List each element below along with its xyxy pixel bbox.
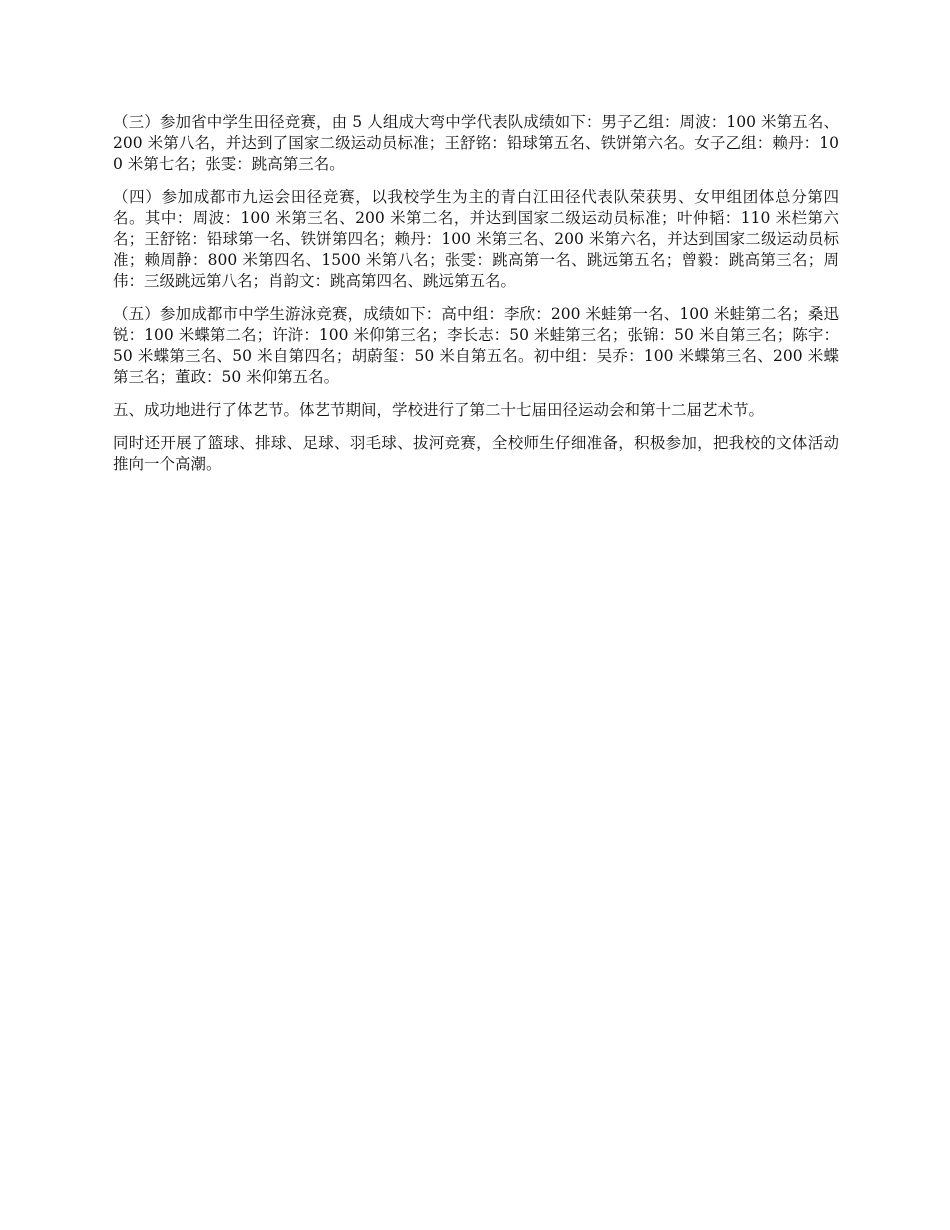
paragraph-city-games-track: （四）参加成都市九运会田径竞赛，以我校学生为主的青白江田径代表队荣获男、女甲组团体总分第四名。其中：周波：100 米第三名、200 米第二名，并达到国家二级运动员标准；叶仲韬：110 米栏第六名；王舒铭：铅球第一名、铁饼第四名；赖丹：100 米第三名、200 米第六名，并达到国家二级运动员标准；赖周静：800 米第四名、1500 米第八名；张雯：跳高第一名、跳远第五名；曾毅：跳高第三名；周伟：三级跳远第八名；肖韵文：跳高第四名、跳远第五名。 [113, 188, 839, 290]
paragraph-arts-festival: 五、成功地进行了体艺节。体艺节期间，学校进行了第二十七届田径运动会和第十二届艺术节。 [113, 401, 765, 419]
document-body [113, 112, 839, 487]
paragraph-provincial-track: （三）参加省中学生田径竞赛，由 5 人组成大弯中学代表队成绩如下：男子乙组：周波：100 米第五名、200 米第八名，并达到了国家二级运动员标准；王舒铭：铅球第五名、铁饼第六名。女子乙组：赖丹：100 米第七名；张雯：跳高第三名。 [113, 113, 839, 173]
paragraph-city-swimming: （五）参加成都市中学生游泳竞赛，成绩如下：高中组：李欣：200 米蛙第一名、100 米蛙第二名；桑迅锐：100 米蝶第二名；许浒：100 米仰第三名；李长志：50 米蛙第三名；张锦：50 米自第三名；陈宇：50 米蝶第三名、50 米自第四名；胡蔚玺：50 米自第五名。初中组：吴乔：100 米蝶第三名、200 米蝶第三名；董政：50 米仰第五名。 [113, 305, 839, 386]
paragraph-ball-games: 同时还开展了篮球、排球、足球、羽毛球、拔河竞赛，全校师生仔细准备，积极参加，把我校的文体活动推向一个高潮。 [113, 434, 839, 473]
